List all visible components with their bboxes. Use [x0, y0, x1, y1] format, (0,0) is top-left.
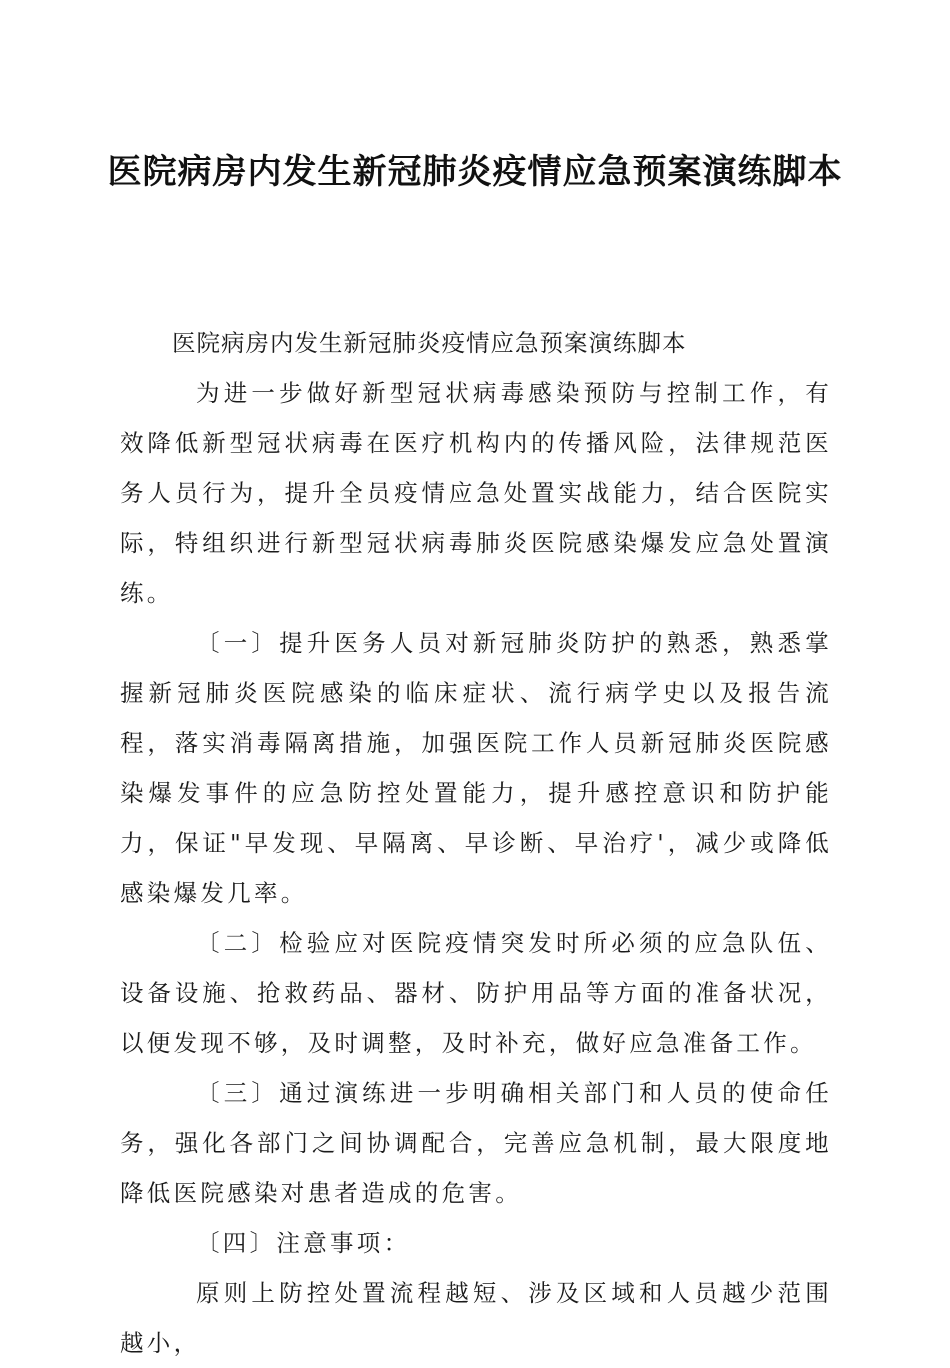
- paragraph-principle: 原则上防控处置流程越短、涉及区域和人员越少范围越小，: [120, 1279, 832, 1357]
- paragraph-intro: 为进一步做好新型冠状病毒感染预防与控制工作，有效降低新型冠状病毒在医疗机构内的传播风险，法律规范医务人员行为，提升全员疫情应急处置实战能力，结合医院实际，特组织进行新型冠状病毒肺炎医院感染爆发应急处置演练。: [120, 379, 832, 607]
- paragraph-heading: 医院病房内发生新冠肺炎疫情应急预案演练脚本: [172, 329, 687, 357]
- paragraph-item-3: 〔三〕通过演练进一步明确相关部门和人员的使命任务，强化各部门之间协调配合，完善应急机制，最大限度地降低医院感染对患者造成的危害。: [120, 1079, 832, 1207]
- document-body: [120, 318, 832, 1368]
- paragraph-item-4: 〔四〕注意事项：: [196, 1229, 411, 1257]
- paragraph-item-2: 〔二〕检验应对医院疫情突发时所必须的应急队伍、设备设施、抢救药品、器材、防护用品等方面的准备状况，以便发现不够，及时调整，及时补充，做好应急准备工作。: [120, 929, 832, 1057]
- document-title: 医院病房内发生新冠肺炎疫情应急预案演练脚本: [107, 152, 843, 192]
- paragraph-item-1: 〔一〕提升医务人员对新冠肺炎防护的熟悉，熟悉掌握新冠肺炎医院感染的临床症状、流行病学史以及报告流程，落实消毒隔离措施，加强医院工作人员新冠肺炎医院感染爆发事件的应急防控处置能力，提升感控意识和防护能力，保证"早发现、早隔离、早诊断、早治疗'，减少或降低感染爆发几率。: [120, 629, 832, 907]
